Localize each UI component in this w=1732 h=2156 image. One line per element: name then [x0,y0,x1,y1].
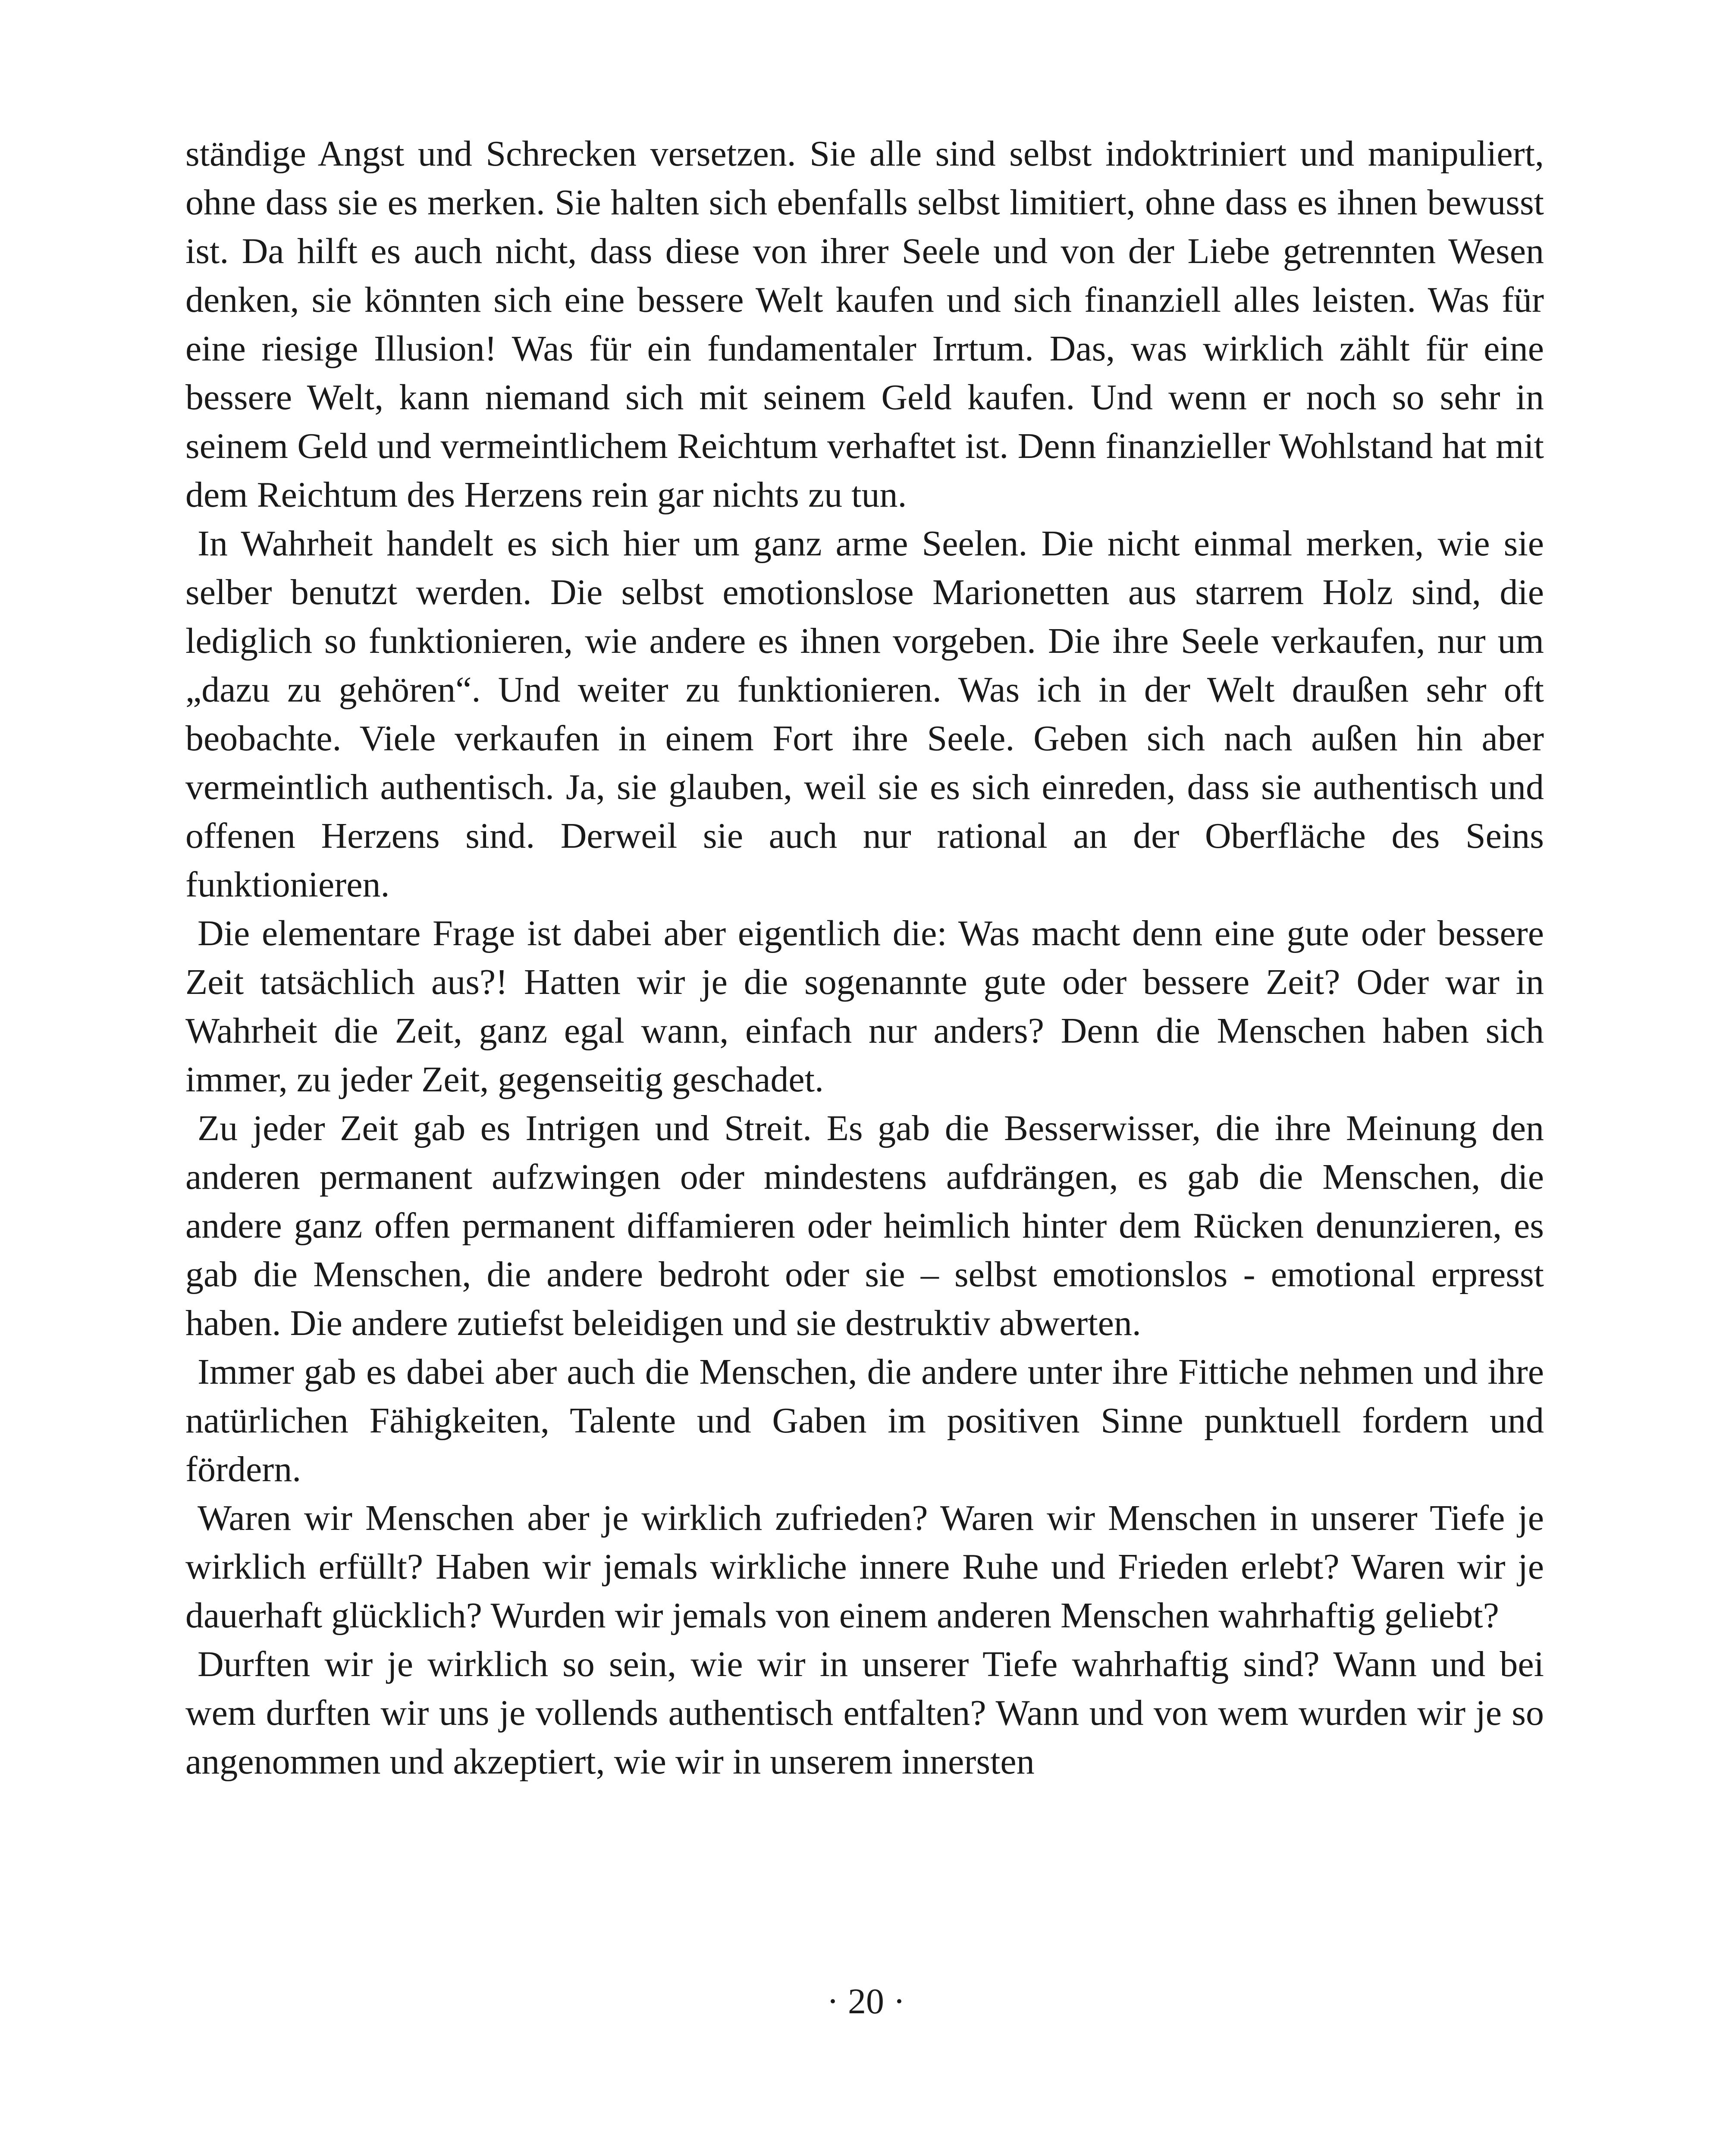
paragraph-5: Immer gab es dabei aber auch die Menschen, die andere unter ihre Fittiche nehmen und ihre natürlichen Fähigkeiten, Talente und Gaben im positiven Sinne punktuell fordern und fördern. [185,1352,1544,1489]
paragraph-1: ständige Angst und Schrecken versetzen. Sie alle sind selbst indoktriniert und manipuliert, ohne dass sie es merken. Sie halten sich ebenfalls selbst limitiert, ohne dass es ihnen bewusst ist. Da hilft es auch nicht, dass diese von ihrer Seele und von der Liebe getrennten Wesen denken, sie könnten sich eine bessere Welt kaufen und sich finanziell alles leisten. Was für eine riesige Illusion! Was für ein fundamentaler Irrtum. Das, was wirklich zählt für eine bessere Welt, kann niemand sich mit seinem Geld kaufen. Und wenn er noch so sehr in seinem Geld und vermeintlichem Reichtum verhaftet ist. Denn finanzieller Wohlstand hat mit dem Reichtum des Herzens rein gar nichts zu tun. [185,134,1544,515]
paragraph-7: Durften wir je wirklich so sein, wie wir in unserer Tiefe wahrhaftig sind? Wann und bei wem durften wir uns je vollends authentisch entfalten? Wann und von wem wurden wir je so angenommen und akzeptiert, wie wir in unserem innersten [185,1644,1544,1782]
body-text [185,129,1544,1786]
paragraph-2: In Wahrheit handelt es sich hier um ganz arme Seelen. Die nicht einmal merken, wie sie selber benutzt werden. Die selbst emotionslose Marionetten aus starrem Holz sind, die lediglich so funktionieren, wie andere es ihnen vorgeben. Die ihre Seele verkaufen, nur um „dazu zu gehören“. Und weiter zu funktionieren. Was ich in der Welt draußen sehr oft beobachte. Viele verkaufen in einem Fort ihre Seele. Geben sich nach außen hin aber vermeintlich authentisch. Ja, sie glauben, weil sie es sich einreden, dass sie authentisch und offenen Herzens sind. Derweil sie auch nur rational an der Oberfläche des Seins funktionieren. [185,523,1544,905]
paragraph-3: Die elementare Frage ist dabei aber eigentlich die: Was macht denn eine gute oder bessere Zeit tatsächlich aus?! Hatten wir je die sogenannte gute oder bessere Zeit? Oder war in Wahrheit die Zeit, ganz egal wann, einfach nur anders? Denn die Menschen haben sich immer, zu jeder Zeit, gegenseitig geschadet. [185,913,1544,1100]
paragraph-6: Waren wir Menschen aber je wirklich zufrieden? Waren wir Menschen in unserer Tiefe je wirklich erfüllt? Haben wir jemals wirkliche innere Ruhe und Frieden erlebt? Waren wir je dauerhaft glücklich? Wurden wir jemals von einem anderen Menschen wahrhaftig geliebt? [185,1498,1544,1636]
page-number: · 20 · [827,1981,905,2021]
paragraph-4: Zu jeder Zeit gab es Intrigen und Streit. Es gab die Besserwisser, die ihre Meinung den anderen permanent aufzwingen oder mindestens aufdrängen, es gab die Menschen, die andere ganz offen permanent diffamieren oder heimlich hinter dem Rücken denunzieren, es gab die Menschen, die andere bedroht oder sie – selbst emotionslos - emotional erpresst haben. Die andere zutiefst beleidigen und sie destruktiv abwerten. [185,1108,1544,1343]
